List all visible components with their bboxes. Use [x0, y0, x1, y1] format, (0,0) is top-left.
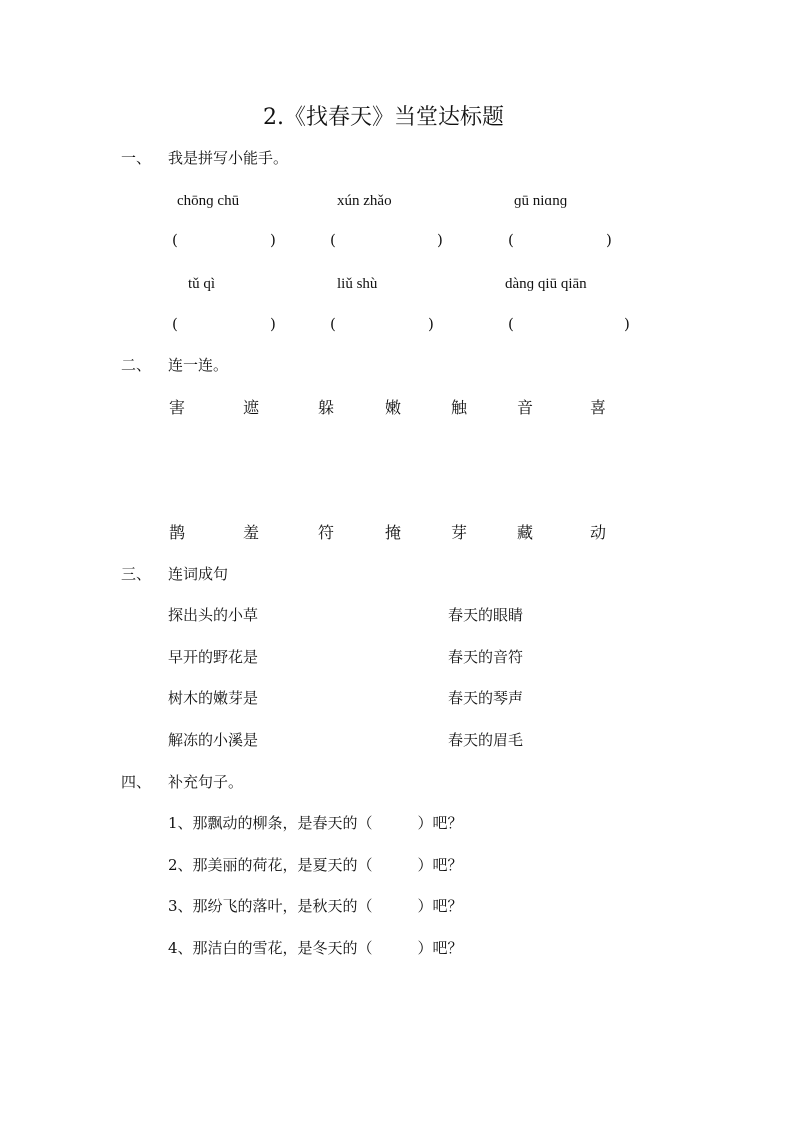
- match-bottom-char: 动: [590, 523, 607, 542]
- section3-heading: 连词成句: [168, 565, 229, 583]
- answer-paren-close-4: ): [270, 315, 276, 333]
- pinyin-5: liǔ shù: [337, 276, 378, 292]
- section1-heading: 我是拼写小能手。: [168, 149, 289, 167]
- fill-sentence-4: 4、那洁白的雪花，是冬天的（ ）吧？: [168, 939, 463, 957]
- section2-number: 二、: [121, 356, 152, 374]
- phrase-left: 早开的野花是: [168, 648, 259, 666]
- match-bottom-char: 藏: [517, 523, 534, 542]
- answer-paren-close-5: ): [428, 315, 434, 333]
- match-top-char: 喜: [590, 398, 607, 417]
- answer-paren-open-6: (: [508, 315, 514, 333]
- match-top-char: 触: [451, 398, 468, 417]
- section1-number: 一、: [121, 149, 152, 167]
- phrase-right: 春天的眼睛: [448, 606, 524, 624]
- pinyin-6: dànɡ qiū qiān: [505, 276, 587, 292]
- section4-heading: 补充句子。: [168, 773, 244, 791]
- fill-sentence-2: 2、那美丽的荷花，是夏天的（ ）吧？: [168, 856, 463, 874]
- match-bottom-char: 鹊: [169, 523, 186, 542]
- phrase-right: 春天的音符: [448, 648, 524, 666]
- match-top-char: 害: [169, 398, 186, 417]
- pinyin-2: xún zhǎo: [337, 193, 392, 209]
- match-top-char: 躲: [318, 398, 335, 417]
- match-bottom-char: 掩: [385, 523, 402, 542]
- match-bottom-char: 芽: [451, 523, 468, 542]
- answer-paren-open-4: (: [172, 315, 178, 333]
- section2-heading: 连一连。: [168, 356, 229, 374]
- section4-number: 四、: [121, 773, 152, 791]
- match-bottom-char: 羞: [243, 523, 260, 542]
- fill-sentence-1: 1、那飘动的柳条，是春天的（ ）吧？: [168, 814, 463, 832]
- pinyin-4: tǔ qì: [188, 276, 216, 292]
- answer-paren-open-3: (: [508, 231, 514, 249]
- answer-paren-open-1: (: [172, 231, 178, 249]
- answer-paren-close-2: ): [437, 231, 443, 249]
- section3-number: 三、: [121, 565, 152, 583]
- phrase-right: 春天的琴声: [448, 689, 524, 707]
- pinyin-3: ɡū niɑnɡ: [514, 193, 568, 209]
- match-top-char: 音: [517, 398, 534, 417]
- phrase-left: 解冻的小溪是: [168, 731, 259, 749]
- match-top-char: 嫩: [385, 398, 402, 417]
- answer-paren-open-5: (: [330, 315, 336, 333]
- answer-paren-close-3: ): [606, 231, 612, 249]
- page-title: 2.《找春天》当堂达标题: [263, 105, 504, 130]
- answer-paren-open-2: (: [330, 231, 336, 249]
- phrase-right: 春天的眉毛: [448, 731, 524, 749]
- phrase-left: 探出头的小草: [168, 606, 259, 624]
- match-top-char: 遮: [243, 398, 260, 417]
- phrase-left: 树木的嫩芽是: [168, 689, 259, 707]
- pinyin-1: chōnɡ chū: [177, 193, 240, 209]
- fill-sentence-3: 3、那纷飞的落叶，是秋天的（ ）吧？: [168, 897, 463, 915]
- answer-paren-close-6: ): [624, 315, 630, 333]
- answer-paren-close-1: ): [270, 231, 276, 249]
- match-bottom-char: 符: [318, 523, 335, 542]
